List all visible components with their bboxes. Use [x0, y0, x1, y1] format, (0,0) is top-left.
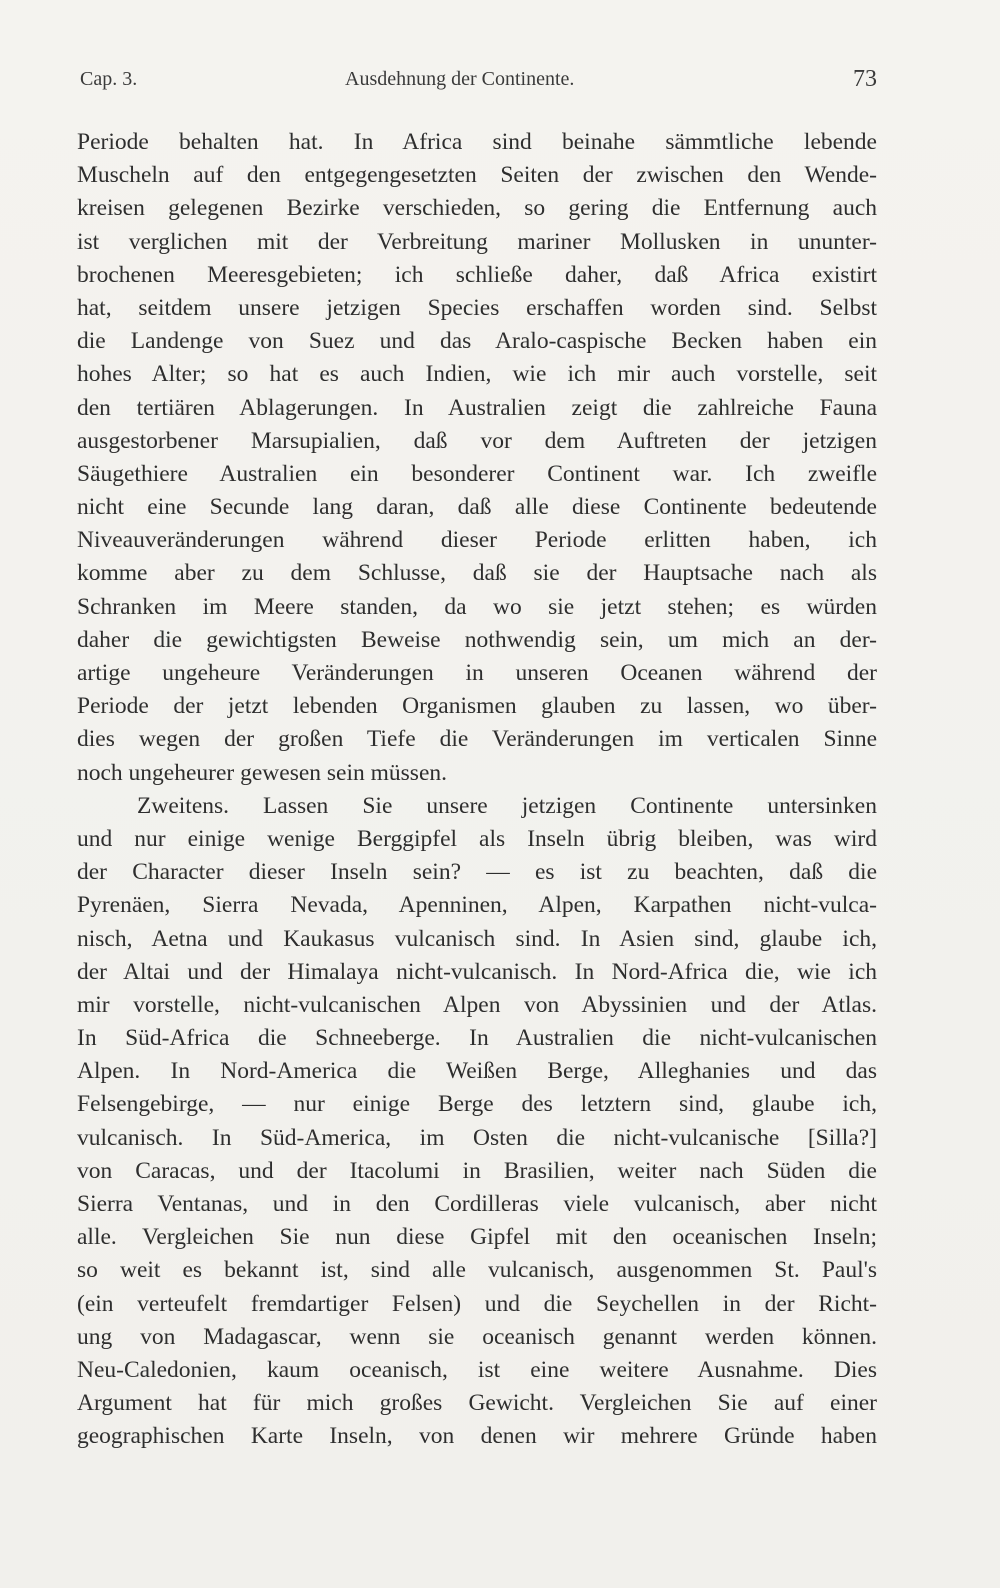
text-line: Säugethiere Australien ein besonderer Continent war. Ich zweifle [77, 460, 877, 487]
text-line: alle. Vergleichen Sie nun diese Gipfel mit den oceanischen Inseln; [77, 1224, 877, 1251]
text-line: Argument hat für mich großes Gewicht. Vergleichen Sie auf einer [77, 1390, 877, 1417]
text-line: mir vorstelle, nicht-vulcanischen Alpen von Abyssinien und der Atlas. [77, 991, 877, 1018]
text-line: der Character dieser Inseln sein? — es ist zu beachten, daß die [77, 859, 877, 886]
text-line: Neu-Caledonien, kaum oceanisch, ist eine weitere Ausnahme. Dies [77, 1356, 877, 1383]
text-line: der Altai und der Himalaya nicht-vulcanisch. In Nord-Africa die, wie ich [77, 958, 877, 985]
text-line: artige ungeheure Veränderungen in unseren Oceanen während der [77, 660, 877, 686]
page-number: 73 [853, 66, 877, 92]
text-line: (ein verteufelt fremdartiger Felsen) und die Seychellen in der Richt- [77, 1290, 877, 1317]
text-line: geographischen Karte Inseln, von denen wir mehrere Gründe haben [77, 1423, 877, 1450]
text-line: Sierra Ventanas, und in den Cordilleras viele vulcanisch, aber nicht [77, 1191, 877, 1217]
text-line: noch ungeheurer gewesen sein müssen. [77, 759, 448, 786]
text-line: daher die gewichtigsten Beweise nothwendig sein, um mich an der- [77, 626, 877, 653]
text-line: von Caracas, und der Itacolumi in Brasilien, weiter nach Süden die [77, 1157, 877, 1184]
text-line: ung von Madagascar, wenn sie oceanisch genannt werden können. [77, 1323, 877, 1350]
text-line: brochenen Meeresgebieten; ich schließe daher, daß Africa existirt [77, 261, 877, 288]
text-line: ist verglichen mit der Verbreitung mariner Mollusken in ununter- [77, 228, 877, 255]
running-head [80, 66, 877, 94]
text-line: hohes Alter; so hat es auch Indien, wie ich mir auch vorstelle, seit [77, 361, 877, 388]
text-line: In Süd-Africa die Schneeberge. In Australien die nicht-vulcanischen [77, 1025, 877, 1052]
text-line: Schranken im Meere standen, da wo sie jetzt stehen; es würden [77, 593, 877, 620]
text-line: nisch, Aetna und Kaukasus vulcanisch sind. In Asien sind, glaube ich, [77, 925, 877, 952]
text-line: Pyrenäen, Sierra Nevada, Apenninen, Alpen, Karpathen nicht-vulca- [77, 892, 877, 919]
text-line: Zweitens. Lassen Sie unsere jetzigen Continente untersinken [137, 792, 877, 819]
text-line: Niveauveränderungen während dieser Periode erlitten haben, ich [77, 527, 877, 554]
text-line: Muscheln auf den entgegengesetzten Seiten der zwischen den Wende- [77, 162, 877, 189]
text-line: vulcanisch. In Süd-America, im Osten die nicht-vulcanische [Silla?] [77, 1124, 877, 1151]
text-line: nicht eine Secunde lang daran, daß alle diese Continente bedeutende [77, 494, 877, 521]
text-line: Alpen. In Nord-America die Weißen Berge, Alleghanies und das [77, 1058, 877, 1085]
text-line: Felsengebirge, — nur einige Berge des letztern sind, glaube ich, [77, 1091, 877, 1118]
text-line: Periode der jetzt lebenden Organismen glauben zu lassen, wo über- [77, 693, 877, 720]
text-line: Periode behalten hat. In Africa sind beinahe sämmtliche lebende [77, 129, 877, 155]
text-line: dies wegen der großen Tiefe die Veränderungen im verticalen Sinne [77, 726, 877, 753]
text-line: den tertiären Ablagerungen. In Australien zeigt die zahlreiche Fauna [77, 394, 877, 421]
text-line: hat, seitdem unsere jetzigen Species erschaffen worden sind. Selbst [77, 294, 877, 321]
running-title: Ausdehnung der Continente. [345, 68, 575, 90]
text-line: die Landenge von Suez und das Aralo-caspische Becken haben ein [77, 328, 877, 355]
chapter-label: Cap. 3. [80, 68, 138, 90]
text-line: kreisen gelegenen Bezirke verschieden, so gering die Entfernung auch [77, 195, 877, 222]
text-line: und nur einige wenige Berggipfel als Inseln übrig bleiben, was wird [77, 825, 877, 852]
body-text [77, 126, 877, 1454]
text-line: komme aber zu dem Schlusse, daß sie der Hauptsache nach als [77, 560, 877, 587]
text-line: ausgestorbener Marsupialien, daß vor dem Auftreten der jetzigen [77, 427, 877, 454]
text-line: so weit es bekannt ist, sind alle vulcanisch, ausgenommen St. Paul's [77, 1257, 877, 1284]
